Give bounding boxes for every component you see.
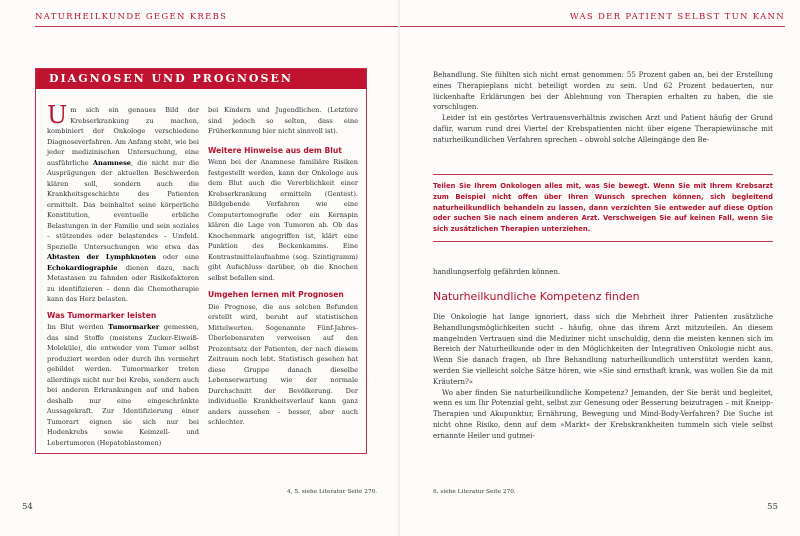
text-block-bottom — [433, 312, 773, 442]
box-paragraph: Die Prognose, die aus solchen Befunden erstellt wird, beruht auf statistischen Mittelwerten. Sogenannte Fünf-Jahres-Überlebensraten verweisen auf den Prozentsatz der Patienten, der nach diesem Zeitraum noch lebt. Statistisch gesehen hat diese Gruppe danach dieselbe Lebenserwartung wie der normale Durchschnitt der Bevölkerung. Der individuelle Krankheitsverlauf kann ganz anders aussehen – besser, aber auch schlechter. — [208, 302, 358, 426]
term-echokardiographie: Echokardiographie — [47, 263, 118, 272]
page-number-left: 54 — [22, 502, 33, 512]
info-box — [35, 68, 367, 454]
text: oder eine — [156, 253, 199, 261]
box-title: DIAGNOSEN UND PROGNOSEN — [36, 69, 366, 89]
term-tumormarker: Tumormarker — [108, 323, 160, 331]
text: gemessen, das sind Stoffe (meistens Zucker-Eiweiß-Moleküle), die entweder vom Tumor selbst produziert werden oder durch ihn vermehrt gebildet werden. Tumormarker treten allerdings nicht nur bei Krebs, sondern auch bei anderen Erkrankungen auf und haben deshalb nur eine eingeschränkte Aussagekraft. Zur Identifizierung einer Tumorart eignen sie sich nur bei Hodenkrebs sowie Keimzell- und Lebertumoren (Hepatoblastomen) — [47, 323, 199, 447]
running-head-right: WAS DER PATIENT SELBST TUN KANN — [569, 12, 785, 22]
box-paragraph: Wenn bei der Anamnese familiäre Risiken festgestellt werden, kann der Onkologe aus dem Blut auch die Vererblichkeit einer Krebserkrankung ermitteln (Gentest). Bildgebende Verfahren wie eine Computertomografie oder ein Kernspin klären die Lage von Tumoren ab. Ob das Knochenmark angegriffen ist, klärt eine Punktion des Beckenkamms. Eine Kontrastmittelaufnahme (sog. Szintigramm) gibt Aufschluss darüber, ob die Knochen selbst befallen sind. — [208, 158, 358, 282]
paragraph: Behandlung. Sie fühlten sich nicht ernst genommen: 55 Prozent gaben an, bei der Erstellung eines Therapieplans nicht beteiligt worden zu sein. Und 62 Prozent bedauerten, nur lückenhafte Erklärungen bei der Ablehnung von Therapien erhalten zu haben, die sie vorschlugen. — [433, 71, 773, 112]
paragraph-continuation: handlungserfolg gefährden können. — [433, 268, 561, 276]
box-column-2 — [208, 105, 358, 428]
subheading-blut: Weitere Hinweise aus dem Blut — [208, 145, 342, 155]
header-rule-left — [35, 26, 400, 27]
drop-cap: U — [47, 101, 68, 129]
term-anamnese: Anamnese — [92, 158, 131, 167]
text: , die nicht nur die Ausprägungen der aktuellen Beschwerden klären soll, sondern auch die Krankheitsgeschichte des Patienten ermittelt. Das beinhaltet seine körperliche Konstitution, eventuelle erbliche Belastungen in der Familie und sein soziales – stützendes oder belastendes – Umfeld. Spezielle Untersuchungen wie etwa das — [47, 158, 199, 251]
callout-tip: Teilen Sie Ihrem Onkologen alles mit, was Sie bewegt. Wenn Sie mit Ihrem Krebsarzt zum Beispiel nicht offen über Ihren Wunsch sprechen können, sich begleitend naturheilkundlich behandeln zu lassen, dann verzichten Sie entweder auf diese Option oder suchen Sie nach einem anderen Arzt. Verschweigen Sie auf keinen Fall, wenn Sie sich zusätzlichen Therapien unterziehen. — [433, 174, 773, 242]
running-head-left: NATURHEILKUNDE GEGEN KREBS — [35, 12, 228, 22]
footnote-left: 4, 5. siehe Literatur Seite 270. — [287, 489, 378, 495]
text-block-top — [433, 70, 773, 146]
subheading-prognosen: Umgehen lernen mit Prognosen — [208, 290, 344, 299]
box-paragraph — [47, 322, 199, 448]
box-paragraph: bei Kindern und Jugendlichen. (Letztere sind jedoch so selten, dass eine Früherkennung hier nicht sinnvoll ist). — [208, 106, 358, 135]
text: dienen dazu, nach Metastasen zu fahnden oder Risikofaktoren zu identifizieren – denn die Chemotherapie kann das Herz belasten. — [47, 263, 199, 303]
box-column-1 — [47, 101, 200, 448]
right-page — [400, 0, 800, 536]
term-lymphknoten: Abtasten der Lymphknoten — [47, 253, 157, 261]
paragraph: Wo aber finden Sie naturheilkundliche Kompetenz? Jemanden, der Sie berät und begleitet, wenn es um Ihr Potenzial geht, selbst zur Genesung oder Besserung beizutragen – mit Kneipp-Therapien und Akupunktur, Ernährung, Bewegung und Mind-Body-Verfahren? Die Suche ist nicht ohne Risiko, denn auf dem »Markt« der Krebskrankheiten tummeln sich viele selbst ernannte Heiler und gutmei- — [433, 388, 773, 440]
subheading-tumormarker: Was Tumormarker leisten — [47, 310, 157, 320]
page-number-right: 55 — [767, 502, 778, 512]
header-rule-right — [400, 26, 785, 27]
footnote-right: 6. siehe Literatur Seite 270. — [433, 489, 516, 495]
box-paragraph — [47, 101, 200, 305]
paragraph: Die Onkologie hat lange ignoriert, dass sich die Mehrheit ihrer Patienten zusätzliche Behandlungsmöglichkeiten sucht – häufig, ohne das ihrem Arzt mitzuteilen. An diesem mangelnden Vertrauen sind die Mediziner nicht unschuldig, denn die meisten kennen sich im Bereich der Naturheilkunde oder in den Möglichkeiten der Integrativen Onkologie nicht aus. Wenn Sie danach fragen, ob Ihre Behandlung naturheilkundlich unterstützt werden kann, werden Sie vielleicht solche Sätze hören, wie »Sie sind ernsthaft krank, was wollen Sie da mit Kräutern?« — [433, 313, 773, 386]
paragraph: Leider ist ein gestörtes Vertrauensverhältnis zwischen Arzt und Patient häufig der Grund dafür, warum rund drei Viertel der Krebspatienten nicht über eigene Therapiewünsche mit naturheilkundlichen Verfahren sprechen – obwohl solche Alleingänge den Be- — [433, 114, 773, 144]
text: Im Blut werden — [47, 323, 109, 331]
section-heading: Naturheilkundliche Kompetenz finden — [433, 290, 640, 303]
text: m sich ein genaues Bild der Krebserkrankung zu machen, kombiniert der Onkologe verschiedene Diagnoseverfahren. Am Anfang steht, wie bei jeder medizinischen Untersuchung, eine ausführliche — [47, 106, 200, 167]
